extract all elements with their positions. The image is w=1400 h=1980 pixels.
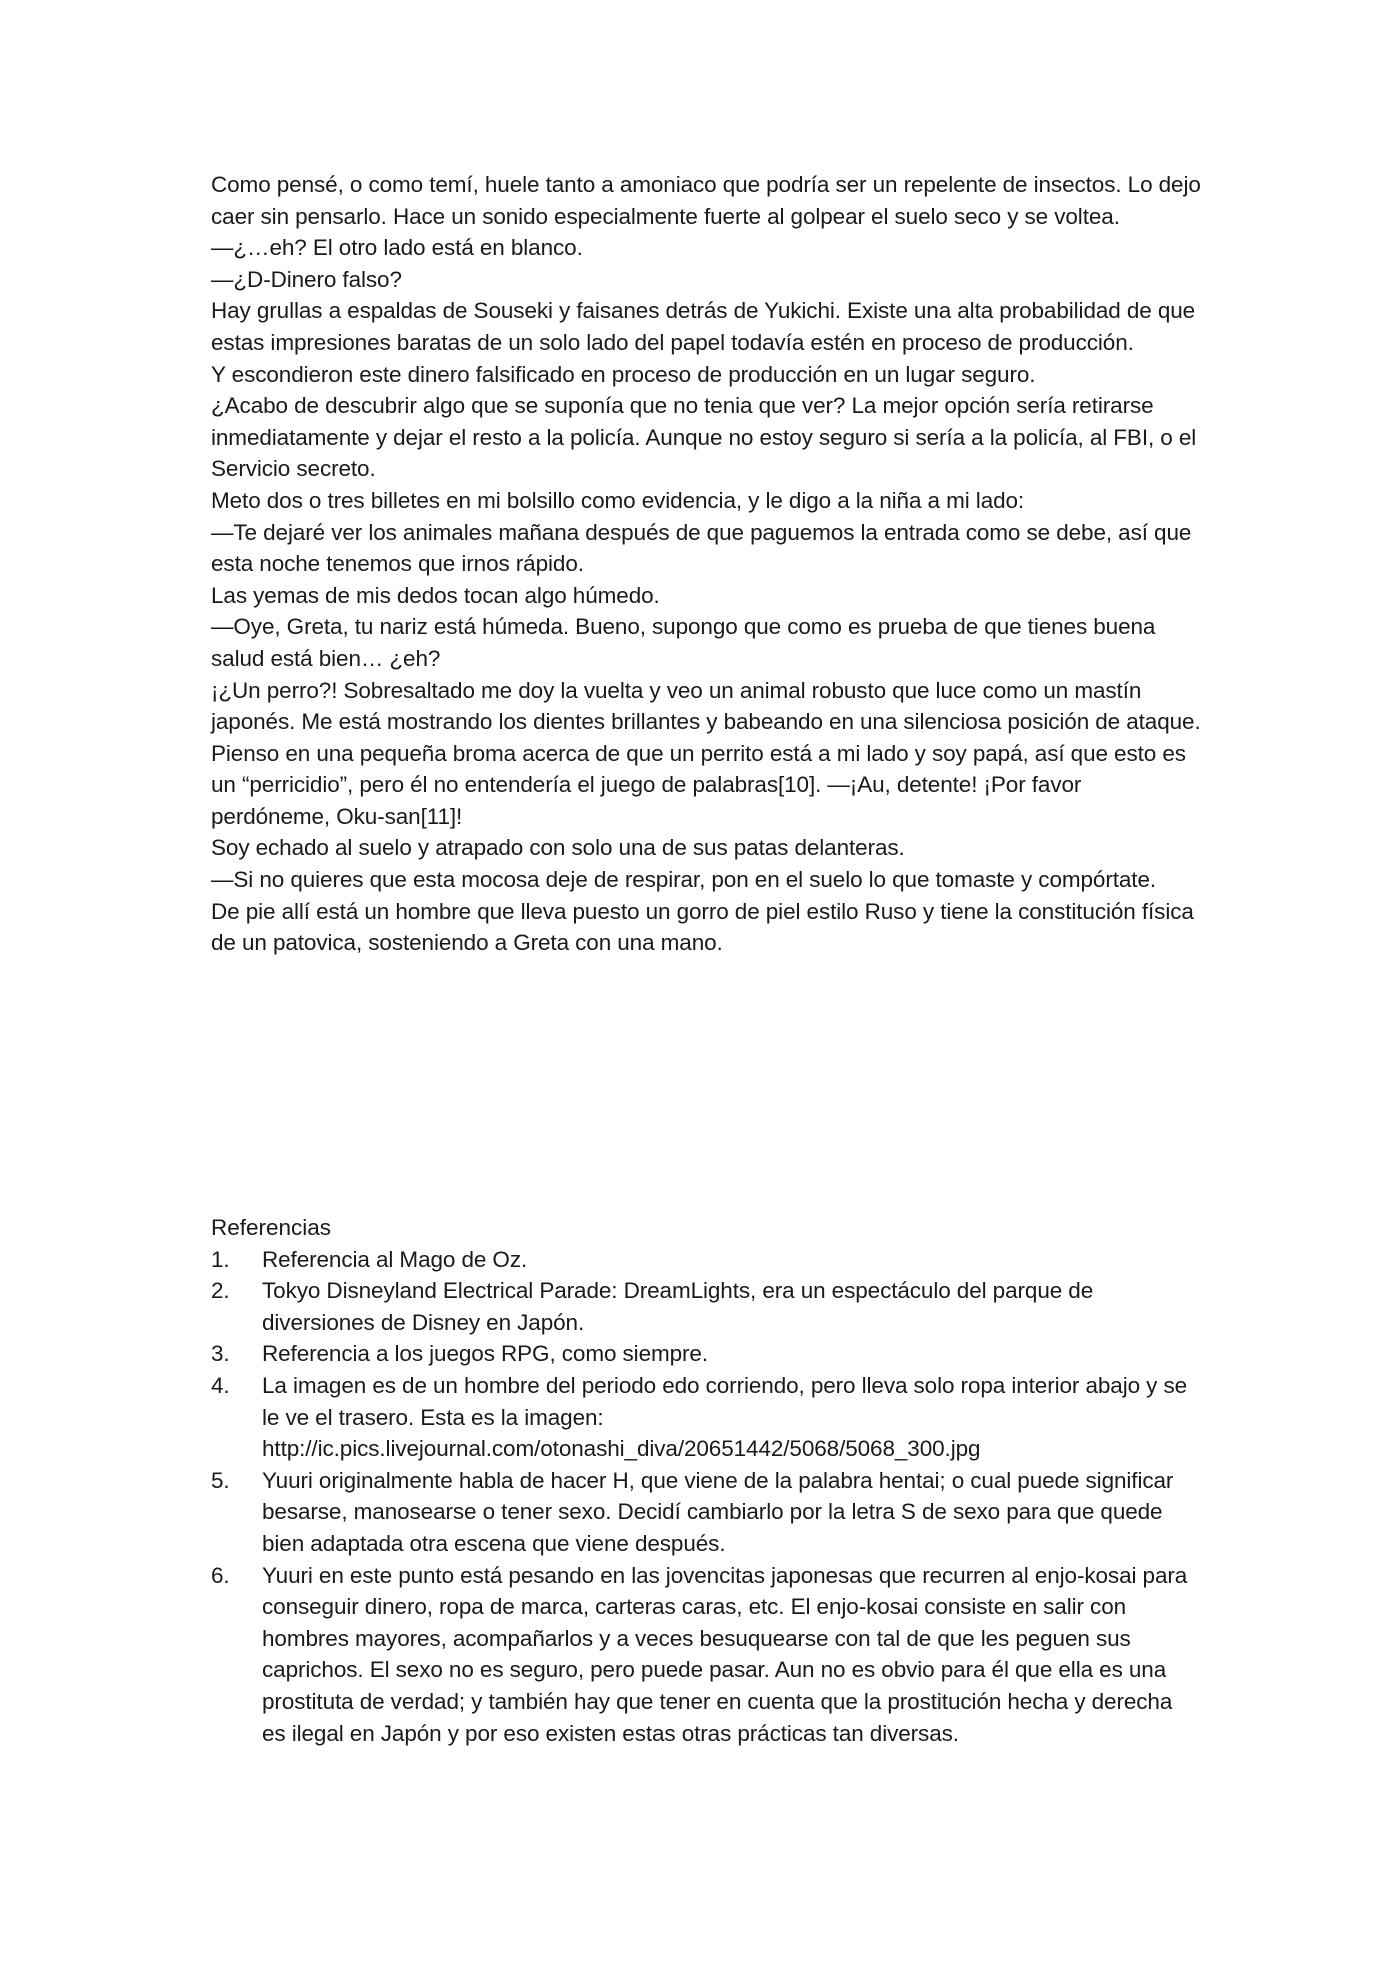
- reference-text: Referencia a los juegos RPG, como siempre.: [262, 1341, 708, 1367]
- paragraph: Meto dos o tres billetes en mi bolsillo como evidencia, y le digo a la niña a mi lado:: [211, 487, 1025, 513]
- reference-text: Yuuri originalmente habla de hacer H, que viene de la palabra hentai; o cual puede significar besarse, manosearse o tener sexo. Decidí cambiarlo por la letra S de sexo para que quede bien adaptada otra escena que viene después.: [262, 1467, 1174, 1556]
- paragraph: —¿…eh? El otro lado está en blanco.: [211, 235, 583, 261]
- paragraph: Soy echado al suelo y atrapado con solo una de sus patas delanteras.: [211, 835, 905, 861]
- paragraph: Las yemas de mis dedos tocan algo húmedo.: [211, 582, 660, 608]
- paragraph: Como pensé, o como temí, huele tanto a amoniaco que podría ser un repelente de insectos. Lo dejo caer sin pensarlo. Hace un sonido especialmente fuerte al golpear el suelo seco y se voltea.: [211, 172, 1201, 229]
- paragraph: Y escondieron este dinero falsificado en proceso de producción en un lugar seguro.: [211, 361, 1036, 387]
- reference-item: [211, 1275, 1201, 1338]
- paragraph: De pie allí está un hombre que lleva puesto un gorro de piel estilo Ruso y tiene la constitución física de un patovica, sosteniendo a Greta con una mano.: [211, 898, 1194, 956]
- reference-number: 2.: [211, 1278, 230, 1304]
- paragraph: —¿D-Dinero falso?: [211, 266, 402, 292]
- reference-text: Yuuri en este punto está pesando en las jovencitas japonesas que recurren al enjo-kosai para conseguir dinero, ropa de marca, carteras caras, etc. El enjo-kosai consiste en salir con hombres mayores, acompañarlos y a veces besuquearse con tal de que les peguen sus caprichos. El sexo no es seguro, pero puede pasar. Aun no es obvio para él que ella es una prostituta de verdad; y también hay que tener en cuenta que la prostitución hecha y derecha es ilegal en Japón y por eso existen estas otras prácticas tan diversas.: [262, 1562, 1188, 1746]
- reference-number: 3.: [211, 1341, 230, 1367]
- reference-text: La imagen es de un hombre del periodo edo corriendo, pero lleva solo ropa interior abajo y se le ve el trasero. Esta es la imagen: http://ic.pics.livejournal.com/otonashi_diva/20651442/5068/5068_300.jpg: [262, 1372, 1188, 1462]
- reference-item: [211, 1370, 1201, 1465]
- reference-item: [211, 1560, 1201, 1750]
- reference-item: [211, 1338, 1201, 1370]
- references-list: [211, 1244, 1201, 1750]
- reference-number: 4.: [211, 1372, 230, 1398]
- paragraph: —Oye, Greta, tu nariz está húmeda. Bueno, supongo que como es prueba de que tienes buena salud está bien… ¿eh?: [211, 614, 1156, 671]
- reference-number: 5.: [211, 1467, 230, 1493]
- paragraph: Pienso en una pequeña broma acerca de que un perrito está a mi lado y soy papá, así que esto es un “perricidio”, pero él no entendería el juego de palabras[10]. —¡Au, detente! ¡Por favor perdóneme, Oku-san[11]!: [211, 740, 1186, 829]
- paragraph: Hay grullas a espaldas de Souseki y faisanes detrás de Yukichi. Existe una alta probabilidad de que estas impresiones baratas de un solo lado del papel todavía estén en proceso de producción.: [211, 298, 1196, 355]
- paragraph: ¿Acabo de descubrir algo que se suponía que no tenia que ver? La mejor opción sería retirarse inmediatamente y dejar el resto a la policía. Aunque no estoy seguro si sería a la policía, al FBI, o el Servicio secreto.: [211, 393, 1197, 482]
- reference-item: [211, 1244, 1201, 1276]
- paragraph: —Te dejaré ver los animales mañana después de que paguemos la entrada como se debe, así que esta noche tenemos que irnos rápido.: [211, 519, 1192, 577]
- reference-text: Referencia al Mago de Oz.: [262, 1246, 528, 1272]
- reference-item: [211, 1465, 1201, 1560]
- references-section: [211, 1212, 1201, 1749]
- paragraph: ¡¿Un perro?! Sobresaltado me doy la vuelta y veo un animal robusto que luce como un mastín japonés. Me está mostrando los dientes brillantes y babeando en una silenciosa posición de ataque.: [211, 677, 1201, 735]
- reference-text: Tokyo Disneyland Electrical Parade: DreamLights, era un espectáculo del parque de diversiones de Disney en Japón.: [262, 1278, 1094, 1335]
- reference-number: 6.: [211, 1562, 230, 1588]
- references-heading: Referencias: [211, 1215, 332, 1240]
- paragraph: —Si no quieres que esta mocosa deje de respirar, pon en el suelo lo que tomaste y compórtate.: [211, 867, 1157, 893]
- document-body: [211, 169, 1201, 959]
- reference-number: 1.: [211, 1246, 230, 1272]
